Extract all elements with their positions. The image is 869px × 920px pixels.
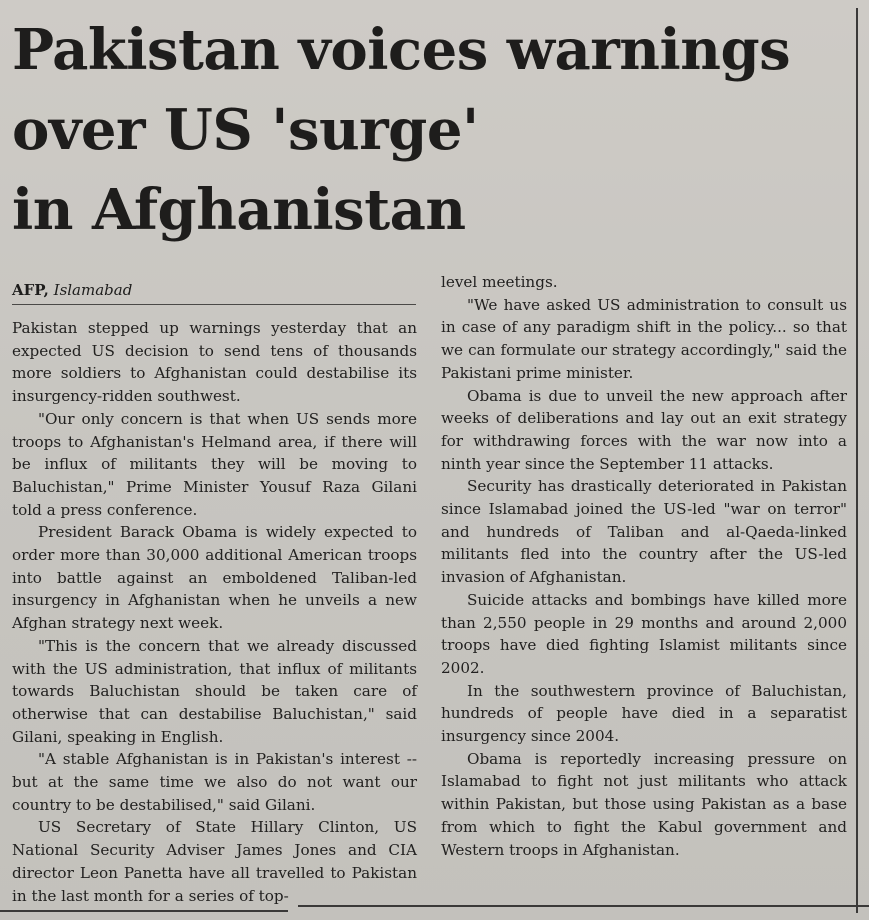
paragraph: Obama is reportedly increasing pressure on Islamabad to fight not just militants who attack within Pakistan, but those using Pakistan as a base from which to fight the Kabul government and Western troops in Afghanistan.: [441, 749, 847, 859]
byline-agency: AFP,: [12, 281, 49, 299]
paragraph: "Our only concern is that when US sends more troops to Afghanistan's Helmand area, if there will be influx of militants they will be moving to Baluchistan," Prime Minister Yousuf Raza Gilani told a press conference.: [12, 409, 417, 519]
headline-line-3: in Afghanistan: [12, 177, 466, 243]
left-column: [12, 317, 417, 907]
bottom-rule-left: [0, 910, 288, 912]
paragraph: In the southwestern province of Baluchistan, hundreds of people have died in a separatist insurgency since 2004.: [441, 681, 847, 746]
paragraph: Security has drastically deteriorated in Pakistan since Islamabad joined the US-led "war on terror" and hundreds of Taliban and al-Qaeda-linked militants fled into the country after the US-led invasion of Afghanistan.: [441, 477, 847, 587]
paragraph: "A stable Afghanistan is in Pakistan's interest -- but at the same time we also do not want our country to be destabilised," said Gilani.: [12, 750, 417, 814]
headline: [12, 10, 852, 250]
paragraph: Pakistan stepped up warnings yesterday that an expected US decision to send tens of thousands more soldiers to Afghanistan could destabilise its insurgency-ridden southwest.: [12, 319, 417, 406]
paragraph: "This is the concern that we already discussed with the US administration, that influx of militants towards Baluchistan should be taken care of otherwise that can destabilise Baluchistan," said Gilani, speaking in English.: [12, 636, 417, 746]
paragraph: Obama is due to unveil the new approach after weeks of deliberations and lay out an exit strategy for withdrawing forces with the war now into a ninth year since the September 11 attacks.: [441, 386, 847, 473]
paragraph: President Barack Obama is widely expected to order more than 30,000 additional American troops into battle against an emboldened Taliban-led insurgency in Afghanistan when he unveils a new Afghan strategy next week.: [12, 523, 417, 633]
paragraph: US Secretary of State Hillary Clinton, US National Security Adviser James Jones and CIA director Leon Panetta have all travelled to Pakistan in the last month for a series of top-: [12, 818, 417, 905]
paragraph: Suicide attacks and bombings have killed more than 2,550 people in 29 months and around 2,000 troops have died fighting Islamist militants since 2002.: [441, 590, 847, 677]
bottom-rule-right: [298, 905, 869, 907]
right-column: [441, 271, 847, 861]
byline-location: Islamabad: [53, 281, 133, 299]
column-rule-right: [856, 8, 858, 913]
byline: [12, 280, 416, 300]
byline-divider: [12, 304, 416, 305]
paragraph-continued: level meetings.: [441, 273, 558, 291]
headline-line-2: over US 'surge': [12, 97, 479, 163]
paragraph: "We have asked US administration to consult us in case of any paradigm shift in the policy... so that we can formulate our strategy accordingly," said the Pakistani prime minister.: [441, 295, 847, 382]
headline-line-1: Pakistan voices warnings: [12, 17, 791, 83]
